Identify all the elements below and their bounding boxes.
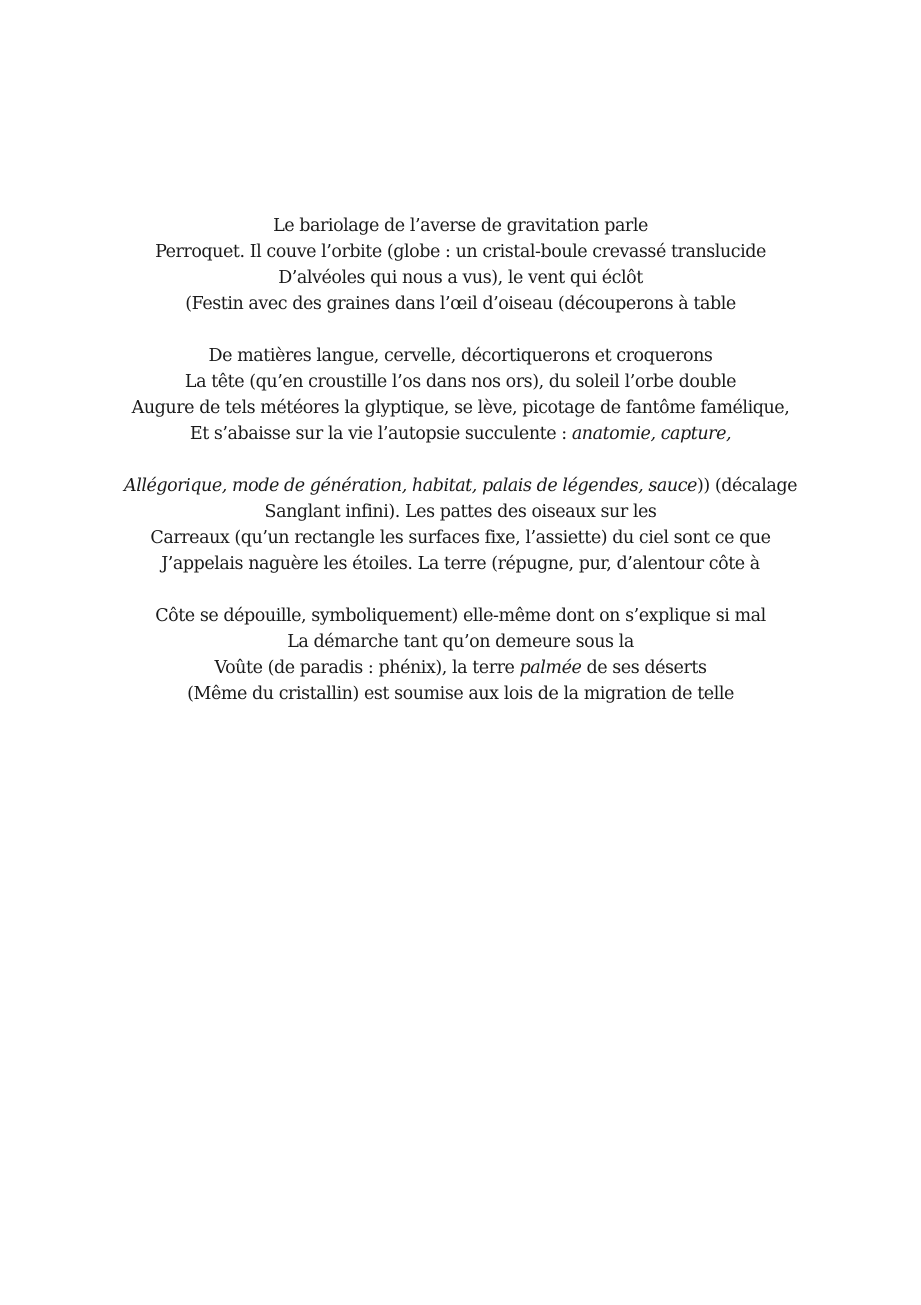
poem-line: D’alvéoles qui nous a vus), le vent qui éclôt (278, 268, 643, 288)
poem-line: Côte se dépouille, symboliquement) elle-même dont on s’explique si mal (155, 606, 766, 626)
poem-line: Sanglant infini). Les pattes des oiseaux sur les (264, 502, 657, 522)
poem-line: (Festin avec des graines dans l’œil d’oiseau (découperons à table (185, 294, 736, 314)
poem-line: J’appelais naguère les étoiles. La terre (répugne, pur, d’alentour côte à (161, 554, 760, 574)
poem-line: La démarche tant qu’on demeure sous la (287, 632, 634, 652)
stanza-3 (0, 473, 921, 577)
line-italic-segment: Allégorique, mode de génération, habitat, palais de légendes, sauce (124, 476, 697, 496)
poem-line: Le bariolage de l’averse de gravitation parle (273, 216, 648, 236)
poem-line: Carreaux (qu’un rectangle les surfaces fixe, l’assiette) du ciel sont ce que (150, 528, 771, 548)
line-plain-segment: de ses déserts (581, 658, 707, 678)
poem-line (0, 473, 921, 499)
line-plain-segment: Voûte (de paradis : phénix), la terre (214, 658, 520, 678)
poem-line: Perroquet. Il couve l’orbite (globe : un cristal-boule crevassé translucide (155, 242, 766, 262)
poem-line: La tête (qu’en croustille l’os dans nos ors), du soleil l’orbe double (184, 372, 737, 392)
poem-line: Augure de tels météores la glyptique, se lève, picotage de fantôme famélique, (131, 398, 790, 418)
line-italic-segment: palmée (519, 658, 582, 678)
line-plain-segment: Et s’abaisse sur la vie l’autopsie succulente : (189, 424, 572, 444)
poem-line: De matières langue, cervelle, décortiquerons et croquerons (208, 346, 713, 366)
stanza-4 (0, 603, 921, 707)
line-plain-segment: )) (décalage (696, 476, 797, 496)
poem-line: (Même du cristallin) est soumise aux lois de la migration de telle (187, 684, 734, 704)
stanza-1 (0, 213, 921, 317)
line-italic-segment: anatomie, capture, (571, 424, 732, 444)
stanza-2 (0, 343, 921, 447)
poem-line (0, 655, 921, 681)
poem-line (0, 421, 921, 447)
poem-text (0, 213, 921, 733)
